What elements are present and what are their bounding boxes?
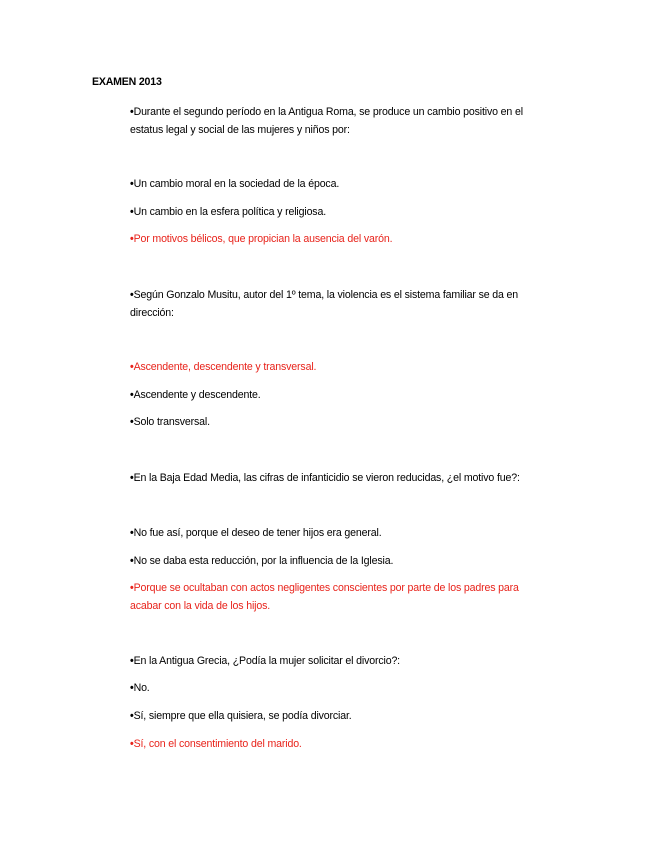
answer-option	[130, 552, 550, 570]
option-text: Por motivos bélicos, que propician la ausencia del varón.	[133, 233, 393, 245]
answer-option	[130, 175, 550, 193]
bullet-icon: •	[130, 389, 134, 401]
option-text: Ascendente, descendente y transversal.	[133, 361, 317, 373]
question-text: En la Baja Edad Media, las cifras de infanticidio se vieron reducidas, ¿el motivo fue?:	[133, 472, 520, 484]
bullet-icon: •	[130, 206, 134, 218]
question-2	[130, 286, 550, 322]
question-text: En la Antigua Grecia, ¿Podía la mujer solicitar el divorcio?:	[133, 655, 400, 667]
correct-answer-option	[130, 230, 550, 248]
option-text: No.	[133, 682, 150, 694]
answer-option	[130, 386, 550, 404]
correct-answer-option	[130, 358, 550, 376]
correct-answer-option	[130, 735, 550, 753]
option-text: Solo transversal.	[133, 416, 210, 428]
document-title: EXAMEN 2013	[92, 76, 162, 88]
option-text: Porque se ocultaban con actos negligentes conscientes por parte de los padres para acabar con la vida de los hijos.	[130, 582, 519, 612]
question-1	[130, 103, 550, 139]
bullet-icon: •	[130, 555, 134, 567]
bullet-icon: •	[130, 710, 134, 722]
answer-option	[130, 524, 550, 542]
option-text: No fue así, porque el deseo de tener hijos era general.	[133, 527, 382, 539]
option-text: Sí, con el consentimiento del marido.	[133, 738, 302, 750]
bullet-icon: •	[130, 582, 134, 594]
bullet-icon: •	[130, 361, 134, 373]
correct-answer-option	[130, 579, 550, 615]
question-3	[130, 469, 550, 487]
bullet-icon: •	[130, 738, 134, 750]
bullet-icon: •	[130, 106, 134, 118]
bullet-icon: •	[130, 233, 134, 245]
option-text: Un cambio moral en la sociedad de la época.	[133, 178, 340, 190]
answer-option	[130, 413, 550, 431]
option-text: Ascendente y descendente.	[133, 389, 261, 401]
bullet-icon: •	[130, 472, 134, 484]
question-text: Durante el segundo período en la Antigua Roma, se produce un cambio positivo en el estatus legal y social de las mujeres y niños por:	[130, 106, 523, 136]
bullet-icon: •	[130, 527, 134, 539]
bullet-icon: •	[130, 682, 134, 694]
bullet-icon: •	[130, 289, 134, 301]
question-4	[130, 652, 550, 670]
option-text: Un cambio en la esfera política y religiosa.	[133, 206, 326, 218]
option-text: No se daba esta reducción, por la influencia de la Iglesia.	[133, 555, 394, 567]
answer-option	[130, 707, 550, 725]
answer-option	[130, 679, 550, 697]
question-text: Según Gonzalo Musitu, autor del 1º tema, la violencia es el sistema familiar se da en dirección:	[130, 289, 519, 319]
bullet-icon: •	[130, 178, 134, 190]
option-text: Sí, siempre que ella quisiera, se podía divorciar.	[133, 710, 352, 722]
answer-option	[130, 203, 550, 221]
bullet-icon: •	[130, 655, 134, 667]
bullet-icon: •	[130, 416, 134, 428]
